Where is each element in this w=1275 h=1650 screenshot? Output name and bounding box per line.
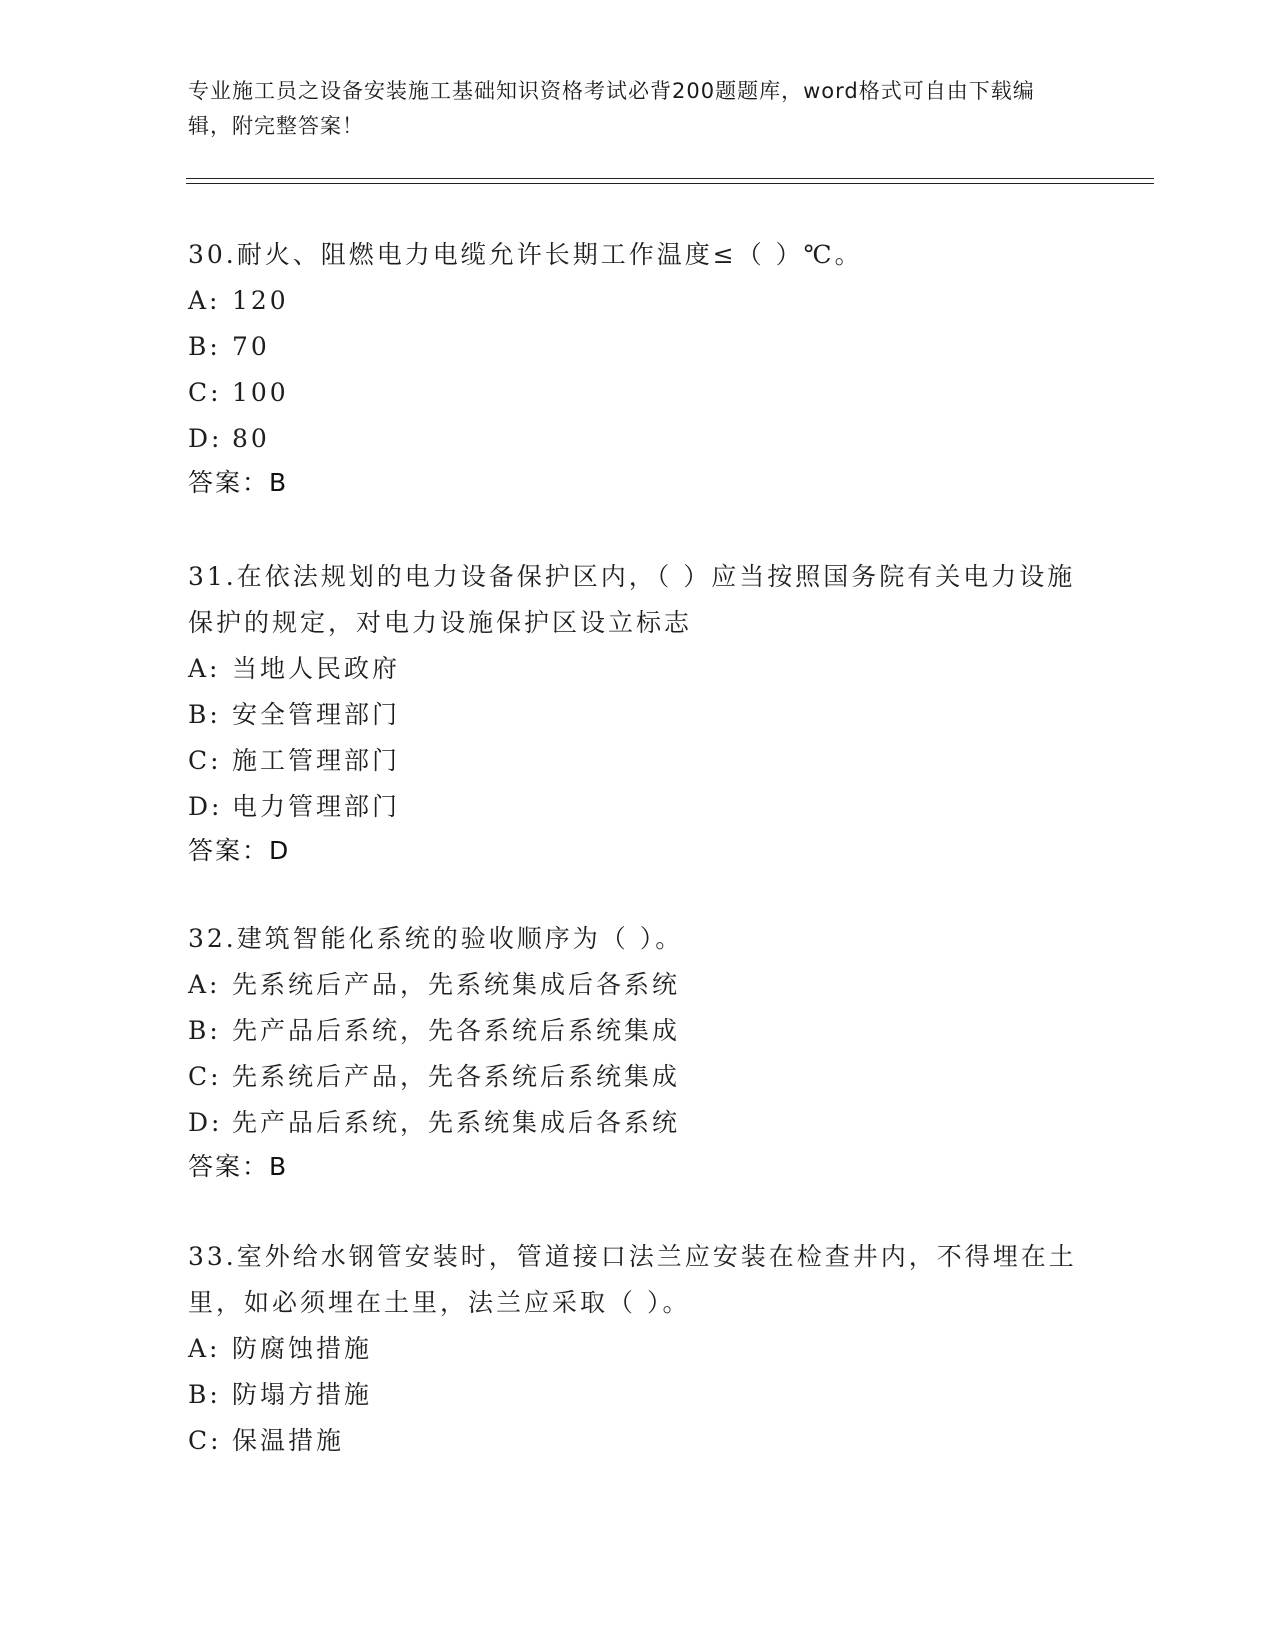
option-letter: A: — [188, 1334, 221, 1363]
option-text: 70 — [232, 332, 270, 361]
option-a — [188, 278, 1088, 324]
option-letter: C: — [188, 746, 222, 775]
option-letter: D: — [188, 424, 223, 453]
question-stem: 32.建筑智能化系统的验收顺序为（ ）。 — [188, 924, 684, 953]
option-text: 当地人民政府 — [232, 654, 401, 683]
option-c — [188, 738, 1088, 784]
answer-line: 答案：B — [188, 468, 289, 497]
question-stem: 33.室外给水钢管安装时，管道接口法兰应安装在检查井内，不得埋在土里，如必须埋在土里，法兰应采取（ ）。 — [188, 1242, 1077, 1317]
option-text: 保温措施 — [232, 1426, 345, 1455]
option-d — [188, 1100, 1088, 1146]
answer-line: 答案：D — [188, 836, 291, 865]
option-text: 先系统后产品，先各系统后系统集成 — [232, 1062, 681, 1091]
option-text: 施工管理部门 — [232, 746, 401, 775]
option-letter: C: — [188, 1062, 222, 1091]
option-b — [188, 692, 1088, 738]
question-stem: 30.耐火、阻燃电力电缆允许长期工作温度≤（ ）℃。 — [188, 240, 863, 269]
question-32 — [188, 916, 1088, 1188]
option-letter: C: — [188, 1426, 222, 1455]
option-letter: D: — [188, 792, 223, 821]
option-c — [188, 1418, 1088, 1464]
option-letter: C: — [188, 378, 222, 407]
option-a — [188, 646, 1088, 692]
option-letter: A: — [188, 286, 221, 315]
option-text: 先产品后系统，先系统集成后各系统 — [232, 1108, 681, 1137]
option-a — [188, 962, 1088, 1008]
option-letter: B: — [188, 700, 221, 729]
option-text: 防塌方措施 — [232, 1380, 373, 1409]
question-33 — [188, 1234, 1088, 1464]
option-text: 先产品后系统，先各系统后系统集成 — [232, 1016, 681, 1045]
option-d — [188, 784, 1088, 830]
option-text: 电力管理部门 — [232, 792, 401, 821]
option-a — [188, 1326, 1088, 1372]
option-text: 80 — [232, 424, 270, 453]
question-stem: 31.在依法规划的电力设备保护区内，（ ）应当按照国务院有关电力设施保护的规定，对电力设施保护区设立标志 — [188, 562, 1076, 637]
answer-line: 答案：B — [188, 1152, 289, 1181]
option-c — [188, 1054, 1088, 1100]
option-text: 120 — [232, 286, 289, 315]
option-text: 防腐蚀措施 — [232, 1334, 373, 1363]
option-letter: B: — [188, 1380, 221, 1409]
option-letter: A: — [188, 654, 221, 683]
option-letter: A: — [188, 970, 221, 999]
option-text: 先系统后产品，先系统集成后各系统 — [232, 970, 681, 999]
option-letter: D: — [188, 1108, 223, 1137]
header-divider-top — [186, 178, 1154, 179]
option-b — [188, 324, 1088, 370]
option-c — [188, 370, 1088, 416]
option-letter: B: — [188, 332, 221, 361]
header-divider-bottom — [186, 183, 1154, 184]
option-d — [188, 416, 1088, 462]
option-letter: B: — [188, 1016, 221, 1045]
option-b — [188, 1372, 1088, 1418]
document-header: 专业施工员之设备安装施工基础知识资格考试必背200题题库，word格式可自由下载编辑，附完整答案！ — [188, 79, 1035, 138]
option-text: 安全管理部门 — [232, 700, 401, 729]
question-31 — [188, 554, 1088, 872]
option-b — [188, 1008, 1088, 1054]
question-30 — [188, 232, 1088, 504]
option-text: 100 — [232, 378, 289, 407]
